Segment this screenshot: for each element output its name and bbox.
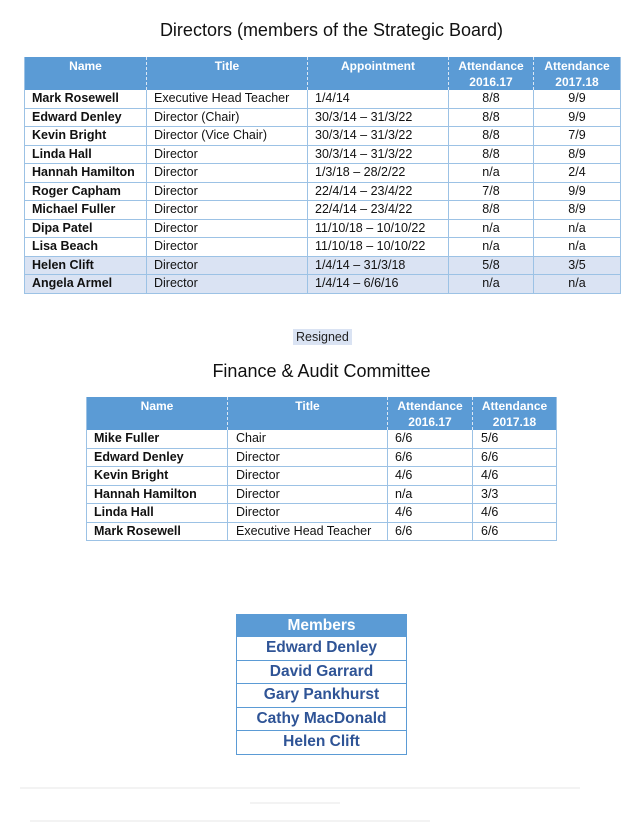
- director-name: Helen Clift: [25, 256, 147, 275]
- table-row: [87, 504, 557, 523]
- member-title: Director: [228, 467, 388, 486]
- director-name: Linda Hall: [25, 145, 147, 164]
- director-appointment: 1/4/14 – 6/6/16: [308, 275, 449, 294]
- member-attendance-2016: 6/6: [388, 448, 473, 467]
- director-attendance-2017: 8/9: [534, 145, 621, 164]
- member-name: Helen Clift: [237, 731, 407, 755]
- finance-header-attendance-2016: Attendance 2016.17: [388, 397, 473, 430]
- finance-header-row: [87, 397, 557, 430]
- finance-header-attendance-2017: Attendance 2017.18: [473, 397, 557, 430]
- director-attendance-2016: n/a: [449, 219, 534, 238]
- director-attendance-2017: 7/9: [534, 127, 621, 146]
- director-name: Dipa Patel: [25, 219, 147, 238]
- director-name: Angela Armel: [25, 275, 147, 294]
- director-attendance-2017: n/a: [534, 219, 621, 238]
- list-item: [237, 684, 407, 708]
- members-table: [236, 614, 407, 755]
- director-title: Director (Vice Chair): [147, 127, 308, 146]
- director-title: Director (Chair): [147, 108, 308, 127]
- member-attendance-2017: 6/6: [473, 522, 557, 541]
- member-name: Edward Denley: [237, 637, 407, 660]
- member-title: Director: [228, 504, 388, 523]
- director-title: Director: [147, 182, 308, 201]
- list-item: [237, 637, 407, 660]
- member-attendance-2016: n/a: [388, 485, 473, 504]
- director-appointment: 1/4/14: [308, 90, 449, 108]
- members-header-row: [237, 615, 407, 638]
- directors-header-row: [25, 57, 621, 90]
- table-row: [25, 145, 621, 164]
- director-name: Roger Capham: [25, 182, 147, 201]
- list-item: [237, 660, 407, 684]
- directors-header-attendance-2016: Attendance 2016.17: [449, 57, 534, 90]
- director-appointment: 1/4/14 – 31/3/18: [308, 256, 449, 275]
- finance-header-title: Title: [228, 397, 388, 430]
- member-attendance-2017: 6/6: [473, 448, 557, 467]
- director-attendance-2017: 8/9: [534, 201, 621, 220]
- table-row: [87, 485, 557, 504]
- member-name: Kevin Bright: [87, 467, 228, 486]
- member-title: Director: [228, 485, 388, 504]
- director-attendance-2016: 8/8: [449, 201, 534, 220]
- member-title: Director: [228, 448, 388, 467]
- member-attendance-2017: 4/6: [473, 504, 557, 523]
- list-item: [237, 707, 407, 731]
- table-row: [25, 238, 621, 257]
- director-appointment: 1/3/18 – 28/2/22: [308, 164, 449, 183]
- director-appointment: 22/4/14 – 23/4/22: [308, 201, 449, 220]
- director-attendance-2017: n/a: [534, 275, 621, 294]
- table-row-resigned: [25, 275, 621, 294]
- table-row: [25, 90, 621, 108]
- member-attendance-2016: 6/6: [388, 522, 473, 541]
- director-appointment: 22/4/14 – 23/4/22: [308, 182, 449, 201]
- director-attendance-2017: 2/4: [534, 164, 621, 183]
- member-title: Chair: [228, 430, 388, 448]
- table-row: [87, 467, 557, 486]
- director-attendance-2016: 8/8: [449, 127, 534, 146]
- table-row: [87, 430, 557, 448]
- director-title: Director: [147, 145, 308, 164]
- directors-header-title: Title: [147, 57, 308, 90]
- finance-header-name: Name: [87, 397, 228, 430]
- table-row: [87, 448, 557, 467]
- director-appointment: 11/10/18 – 10/10/22: [308, 238, 449, 257]
- members-header: Members: [237, 615, 407, 638]
- list-item: [237, 731, 407, 755]
- directors-header-appointment: Appointment: [308, 57, 449, 90]
- table-row: [25, 108, 621, 127]
- member-attendance-2016: 6/6: [388, 430, 473, 448]
- member-name: Mark Rosewell: [87, 522, 228, 541]
- director-title: Executive Head Teacher: [147, 90, 308, 108]
- director-attendance-2017: n/a: [534, 238, 621, 257]
- finance-committee-table: [86, 397, 557, 541]
- table-row: [25, 182, 621, 201]
- director-appointment: 30/3/14 – 31/3/22: [308, 127, 449, 146]
- faint-artifact: [20, 787, 580, 789]
- director-name: Hannah Hamilton: [25, 164, 147, 183]
- directors-header-name: Name: [25, 57, 147, 90]
- member-name: Mike Fuller: [87, 430, 228, 448]
- director-attendance-2016: n/a: [449, 164, 534, 183]
- member-attendance-2017: 4/6: [473, 467, 557, 486]
- director-appointment: 11/10/18 – 10/10/22: [308, 219, 449, 238]
- director-attendance-2016: 8/8: [449, 90, 534, 108]
- director-title: Director: [147, 275, 308, 294]
- director-name: Lisa Beach: [25, 238, 147, 257]
- faint-artifact: [250, 802, 340, 804]
- member-attendance-2017: 5/6: [473, 430, 557, 448]
- director-name: Kevin Bright: [25, 127, 147, 146]
- table-row-resigned: [25, 256, 621, 275]
- table-row: [25, 201, 621, 220]
- director-title: Director: [147, 238, 308, 257]
- resigned-legend: Resigned: [293, 329, 352, 345]
- member-name: David Garrard: [237, 660, 407, 684]
- director-title: Director: [147, 256, 308, 275]
- director-attendance-2017: 3/5: [534, 256, 621, 275]
- director-attendance-2017: 9/9: [534, 182, 621, 201]
- director-title: Director: [147, 164, 308, 183]
- table-row: [25, 164, 621, 183]
- finance-committee-title: Finance & Audit Committee: [212, 361, 431, 381]
- director-attendance-2016: 8/8: [449, 145, 534, 164]
- director-attendance-2016: 8/8: [449, 108, 534, 127]
- director-appointment: 30/3/14 – 31/3/22: [308, 145, 449, 164]
- director-name: Michael Fuller: [25, 201, 147, 220]
- director-appointment: 30/3/14 – 31/3/22: [308, 108, 449, 127]
- director-attendance-2017: 9/9: [534, 108, 621, 127]
- directors-header-attendance-2017: Attendance 2017.18: [534, 57, 621, 90]
- director-attendance-2016: n/a: [449, 238, 534, 257]
- table-row: [87, 522, 557, 541]
- director-attendance-2016: 7/8: [449, 182, 534, 201]
- member-name: Cathy MacDonald: [237, 707, 407, 731]
- director-attendance-2017: 9/9: [534, 90, 621, 108]
- member-attendance-2016: 4/6: [388, 467, 473, 486]
- director-attendance-2016: n/a: [449, 275, 534, 294]
- table-row: [25, 219, 621, 238]
- director-title: Director: [147, 219, 308, 238]
- member-title: Executive Head Teacher: [228, 522, 388, 541]
- directors-table: [24, 57, 621, 294]
- faint-artifact: [30, 820, 430, 822]
- directors-title: Directors (members of the Strategic Board): [159, 20, 504, 40]
- member-attendance-2017: 3/3: [473, 485, 557, 504]
- member-attendance-2016: 4/6: [388, 504, 473, 523]
- director-title: Director: [147, 201, 308, 220]
- director-attendance-2016: 5/8: [449, 256, 534, 275]
- table-row: [25, 127, 621, 146]
- member-name: Hannah Hamilton: [87, 485, 228, 504]
- member-name: Edward Denley: [87, 448, 228, 467]
- member-name: Linda Hall: [87, 504, 228, 523]
- director-name: Edward Denley: [25, 108, 147, 127]
- member-name: Gary Pankhurst: [237, 684, 407, 708]
- director-name: Mark Rosewell: [25, 90, 147, 108]
